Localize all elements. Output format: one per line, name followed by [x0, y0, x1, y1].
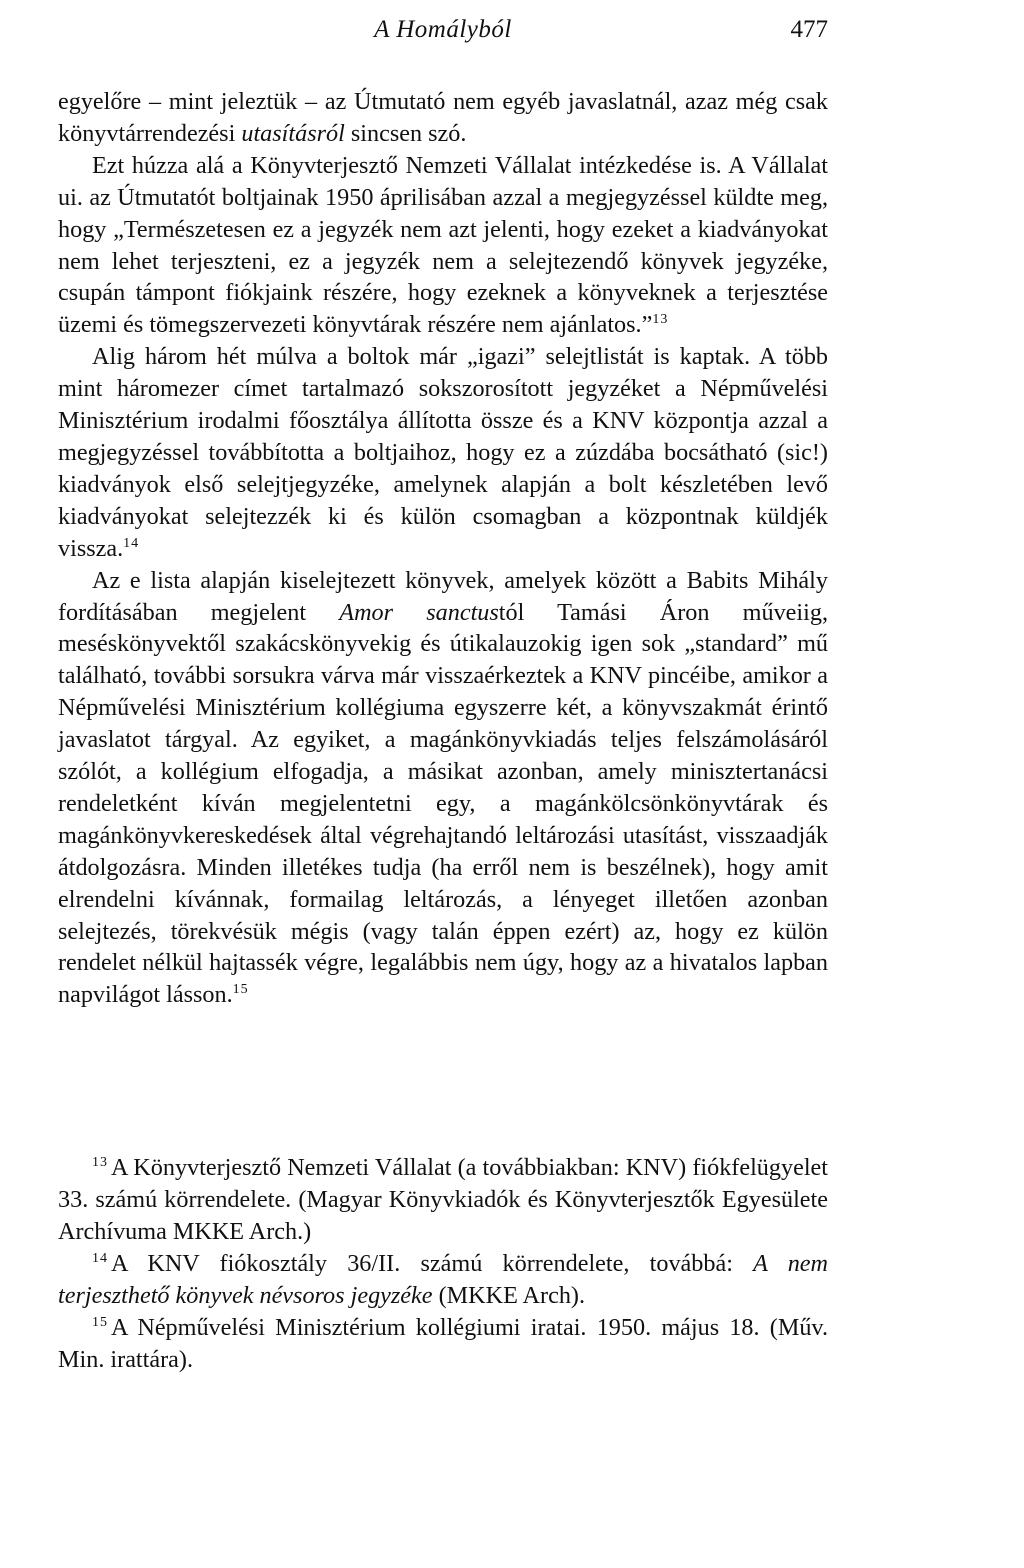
footnote-ref-13: 13 [652, 312, 669, 328]
paragraph-4: Az e lista alapján kiselejtezett könyvek, amelyek között a Babits Mihály fordításában megjelent Amor sanctustól Tamási Áron műveiig, meséskönyvektől szakácskönyvekig és útikalauzokig igen sok „standard” mű található, további sorsukra várva már visszaérkeztek a KNV pincéibe, amikor a Népművelési Minisztérium kollégiuma egyszerre két, a könyvszakmát érintő javaslatot tárgyal. Az egyiket, a magánkönyvkiadás teljes felszámolásáról szólót, a kollégium elfogadja, a másikat azonban, amely minisztertanácsi rendeletként kíván megjelentetni egy, a magánkölcsönkönyvtárak és magánkönyvkereskedések által végrehajtandó leltározási utasítást, visszaadják átdolgozásra. Minden illetékes tudja (ha erről nem is beszélnek), hogy amit elrendelni kívánnak, formailag leltározás, a lényeget illetően azonban selejtezés, törekvésük mégis (vagy talán éppen ezért) az, hogy ez külön rendelet nélkül hajtassék végre, legalábbis nem úgy, hogy az a hivatalos lapban napvilágot lásson.$^{15}$ [58, 566, 828, 1009]
footnote-15: $^{15}$ A Népművelési Minisztérium kollégiumi iratai. 1950. május 18. (Műv. Min. irattára). [58, 1314, 828, 1373]
paragraph-3: Alig három hét múlva a boltok már „igazi” selejtlistát is kaptak. A több mint háromezer címet tartalmazó sokszorosított jegyzéket a Népművelési Minisztérium irodalmi főosztálya állította össze és a KNV központja azzal a megjegyzéssel továbbította a boltjaihoz, hogy ez a zúzdába bocsátható (sic!) kiadványok első selejtjegyzéke, amelynek alapján a bolt készletében levő kiadványokat selejtezzék ki és külön csomagban a központnak küldjék vissza.$^{14}$ [58, 343, 828, 562]
footnote-ref-15: 15 [232, 982, 249, 998]
running-title: A Homályból [374, 16, 512, 43]
footnote-14: $^{14}$ A KNV fiókosztály 36/II. számú körrendelete, továbbá: A nem terjeszthető könyvek névsoros jegyzéke (MKKE Arch). [58, 1250, 828, 1309]
main-text [58, 86, 828, 1011]
footnote-number: 14 [92, 1251, 108, 1266]
italic-title: Amor sanctus [339, 598, 499, 626]
page-number: 477 [790, 16, 828, 43]
footnote-13: $^{13}$ A Könyvterjesztő Nemzeti Vállalat (a továbbiakban: KNV) fiókfelügyelet 33. számú körrendelete. (Magyar Könyvkiadók és Könyvterjesztők Egyesülete Archívuma MKKE Arch.) [58, 1154, 828, 1245]
running-header [58, 16, 828, 52]
footnote-number: 15 [92, 1315, 108, 1330]
footnote-number: 13 [92, 1155, 108, 1170]
footnote-ref-14: 14 [123, 535, 140, 551]
italic-title: A nem terjeszthető könyvek névsoros jegyzéke [58, 1250, 828, 1309]
paragraph-1: egyelőre – mint jeleztük – az Útmutató nem egyéb javaslatnál, azaz még csak könyvtárrendezési utasításról sincsen szó. [58, 88, 828, 147]
italic-phrase: utasításról [241, 119, 345, 147]
paragraph-2: Ezt húzza alá a Könyvterjesztő Nemzeti Vállalat intézkedése is. A Vállalat ui. az Útmutatót boltjainak 1950 áprilisában azzal a megjegyzéssel küldte meg, hogy „Természetesen ez a jegyzék nem azt jelenti, hogy ezeket a kiadványokat nem lehet terjeszteni, ez a jegyzék nem a selejtezendő könyvek jegyzéke, csupán támpont fiókjaink részére, hogy ezeknek a könyveknek a terjesztése üzemi és tömegszervezeti könyvtárak részére nem ajánlatos.”$^{13}$ [58, 151, 828, 339]
footnotes [58, 1152, 828, 1376]
